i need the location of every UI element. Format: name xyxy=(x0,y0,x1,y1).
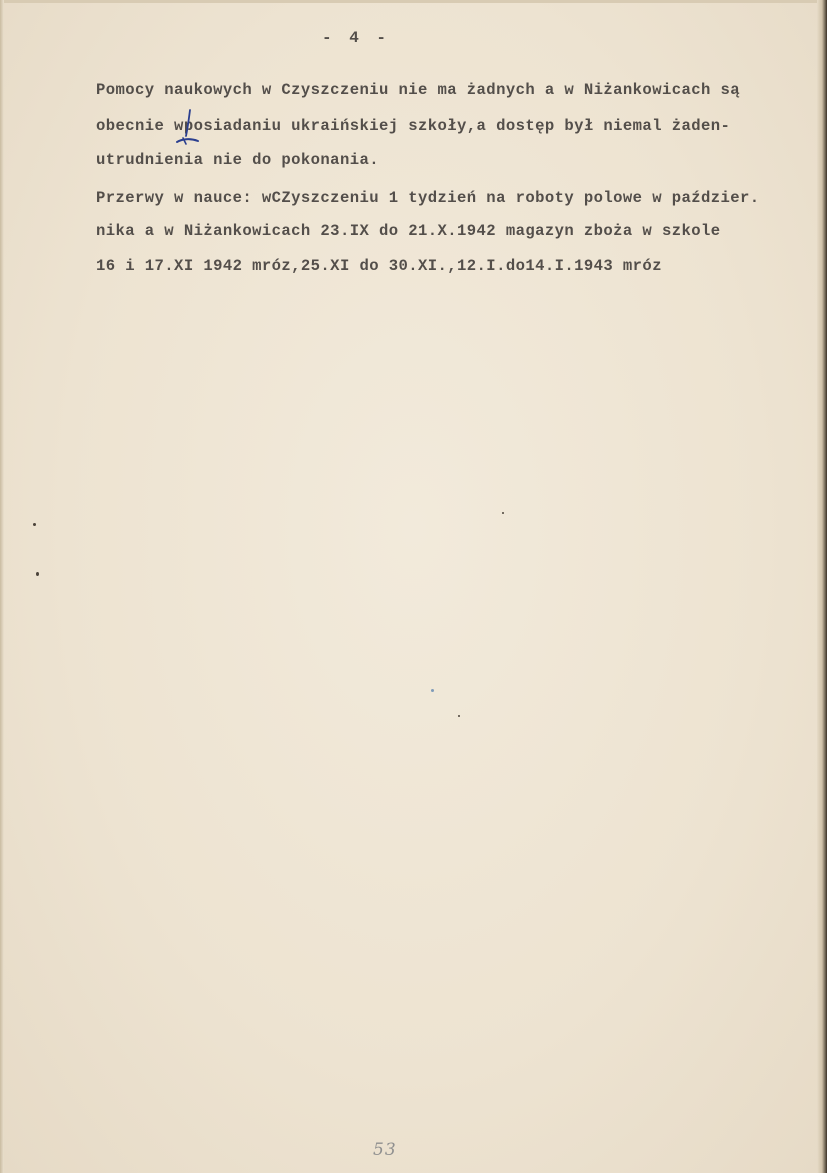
text-line-2: obecnie wposiadaniu ukraińskiej szkoły,a dostęp był niemal żaden- xyxy=(96,117,731,135)
paper-edge-right xyxy=(817,0,827,1173)
paper-speck xyxy=(458,715,460,717)
insertion-mark-icon xyxy=(172,108,202,148)
paper-edge-top xyxy=(0,0,827,3)
text-line-1: Pomocy naukowych w Czyszczeniu nie ma żadnych a w Niżankowicach są xyxy=(96,81,741,99)
text-line-6: 16 i 17.XI 1942 mróz,25.XI do 30.XI.,12.I.do14.I.1943 mróz xyxy=(96,257,662,275)
text-line-3: utrudnienia nie do pokonania. xyxy=(96,151,379,169)
text-line-4: Przerwy w nauce: wCZyszczeniu 1 tydzień na roboty polowe w paździer. xyxy=(96,189,760,207)
archive-folio-number: 53 xyxy=(373,1140,397,1160)
text-line-5: nika a w Niżankowicach 23.IX do 21.X.1942 magazyn zboża w szkole xyxy=(96,222,721,240)
page-number: - 4 - xyxy=(322,29,391,47)
paper-speck xyxy=(36,572,39,576)
paper-speck xyxy=(33,523,36,526)
paper-speck xyxy=(431,689,434,692)
paper-edge-left xyxy=(0,0,4,1173)
paper-speck xyxy=(502,512,504,514)
